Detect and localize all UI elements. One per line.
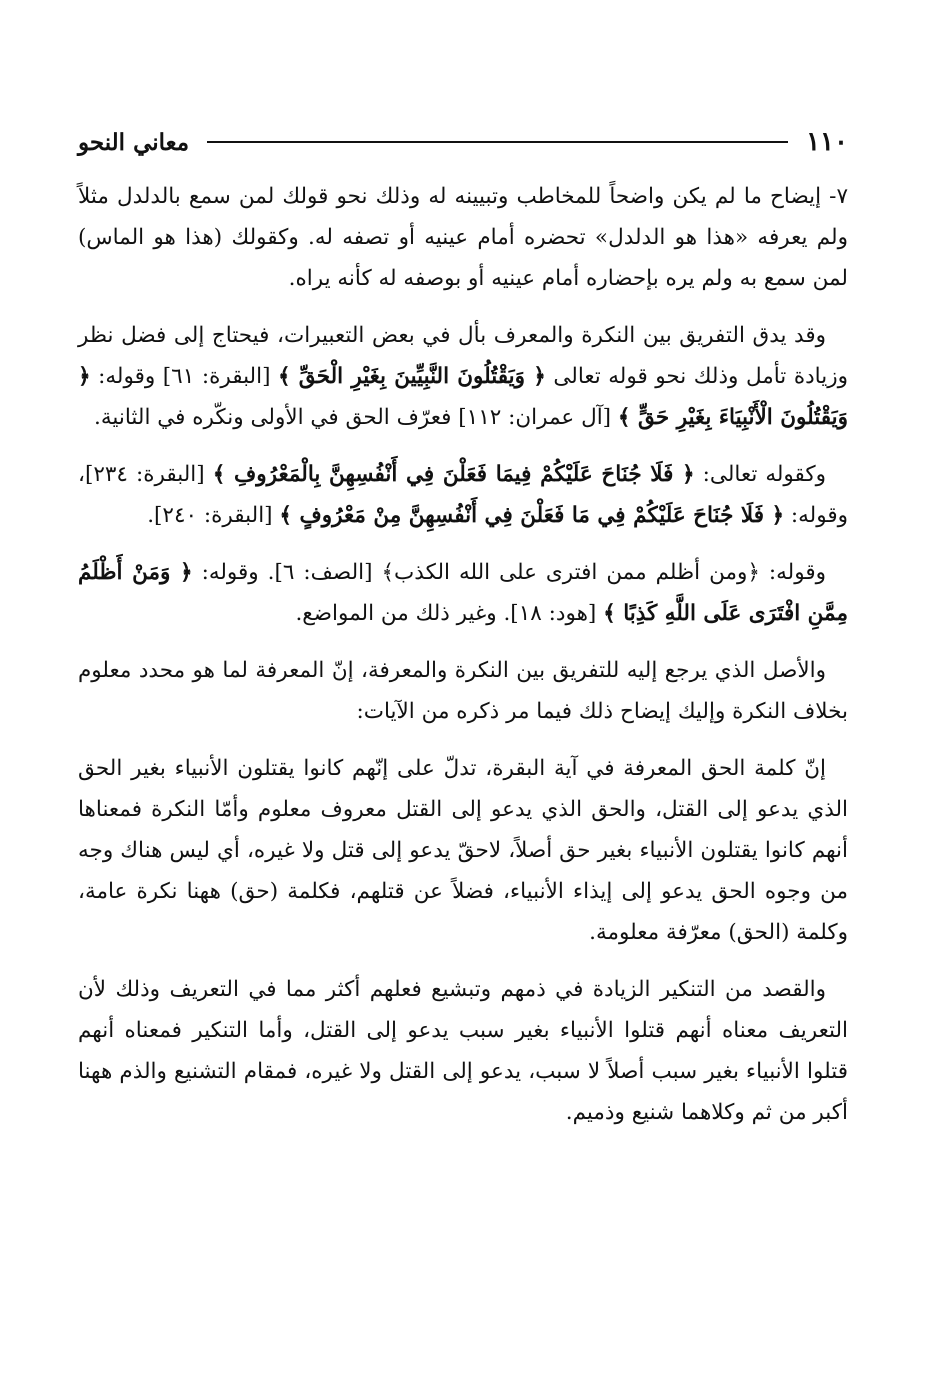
quran-verse: ﴿ وَمَنْ أَظْلَمُ مِمَّنِ افْتَرَى عَلَى اللَّهِ كَذِبًا ﴾ (78, 560, 848, 626)
quran-verse: ﴿ وَيَقْتُلُونَ النَّبِيِّينَ بِغَيْرِ الْحَقِّ ﴾ (278, 364, 546, 389)
page-number: ١١٠ (806, 127, 848, 157)
book-title: معاني النحو (78, 128, 190, 156)
text-segment: وقوله: ﴿ومن أظلم ممن افترى على الله الكذب﴾ [الصف: ٦]. وقوله: (192, 560, 827, 585)
text-segment: ٧- إيضاح ما لم يكن واضحاً للمخاطب وتبيينه له وذلك نحو قولك لمن سمع بالدلدل مثلاً ولم يعرفه «هذا هو الدلدل» تحضره أمام عينيه أو تصفه له. وكقولك (هذا هو الماس) لمن سمع به ولم يره بإحضاره أمام عينيه أو بوصفه له كأنه يراه. (78, 184, 848, 291)
paragraph (78, 969, 848, 1133)
paragraph (78, 176, 848, 299)
paragraph (78, 454, 848, 536)
text-segment: [هود: ١٨]. وغير ذلك من المواضع. (295, 601, 604, 626)
quran-verse: ﴿ فَلَا جُنَاحَ عَلَيْكُمْ فِيمَا فَعَلْنَ فِي أَنْفُسِهِنَّ بِالْمَعْرُوفِ ﴾ (212, 462, 695, 487)
text-segment: وكقوله تعالى: (694, 462, 826, 487)
paragraph (78, 748, 848, 953)
quran-verse: ﴿ وَيَقْتُلُونَ الْأَنْبِيَاءَ بِغَيْرِ حَقٍّ ﴾ (78, 364, 848, 430)
text-segment: [البقرة: ٢٤٠]. (147, 503, 280, 528)
quran-verse: ﴿ فَلَا جُنَاحَ عَلَيْكُمْ فِي مَا فَعَلْنَ فِي أَنْفُسِهِنَّ مِنْ مَعْرُوفٍ ﴾ (279, 503, 785, 528)
header-rule (207, 141, 788, 143)
text-segment: إنّ كلمة الحق المعرفة في آية البقرة، تدلّ على إنّهم كانوا يقتلون الأنبياء بغير الحق الذي يدعو إلى القتل، والحق الذي يدعو إلى القتل معروف معلوم وأمّا النكرة فمعناها أنهم كانوا يقتلون الأنبياء بغير حق أصلاً، لاحقّ يدعو إلى قتل ولا غيره، أي ليس هناك وجه من وجوه الحق يدعو إلى إيذاء الأنبياء، فضلاً عن قتلهم، فكلمة (حق) ههنا نكرة عامة، وكلمة (الحق) معرّفة معلومة. (78, 756, 848, 945)
text-segment: [آل عمران: ١١٢] فعرّف الحق في الأولى ونكّره في الثانية. (94, 405, 618, 430)
text-segment: [البقرة: ٢٣٤]، وقوله: (78, 462, 848, 528)
text-segment: وقد يدق التفريق بين النكرة والمعرف بأل في بعض التعبيرات، فيحتاج إلى فضل نظر وزيادة تأمل وذلك نحو قوله تعالى (78, 323, 848, 389)
paragraph (78, 315, 848, 438)
text-segment: [البقرة: ٦١] وقوله: (90, 364, 279, 389)
text-segment: والقصد من التنكير الزيادة في ذمهم وتبشيع فعلهم أكثر مما في التعريف وذلك لأن التعريف معناه أنهم قتلوا الأنبياء بغير سبب يدعو إلى القتل، وأما التنكير فمعناه أنهم قتلوا الأنبياء بغير سبب أصلاً لا سبب، يدعو إلى القتل ولا غيره، فمقام التشنيع والذم ههنا أكبر من ثم وكلاهما شنيع وذميم. (78, 977, 848, 1125)
page-body (78, 176, 848, 1149)
paragraph (78, 552, 848, 634)
text-segment: والأصل الذي يرجع إليه للتفريق بين النكرة والمعرفة، إنّ المعرفة لما هو محدد معلوم بخلاف النكرة وإليك إيضاح ذلك فيما مر ذكره من الآيات: (78, 658, 848, 724)
paragraph (78, 650, 848, 732)
page-header (78, 122, 848, 162)
